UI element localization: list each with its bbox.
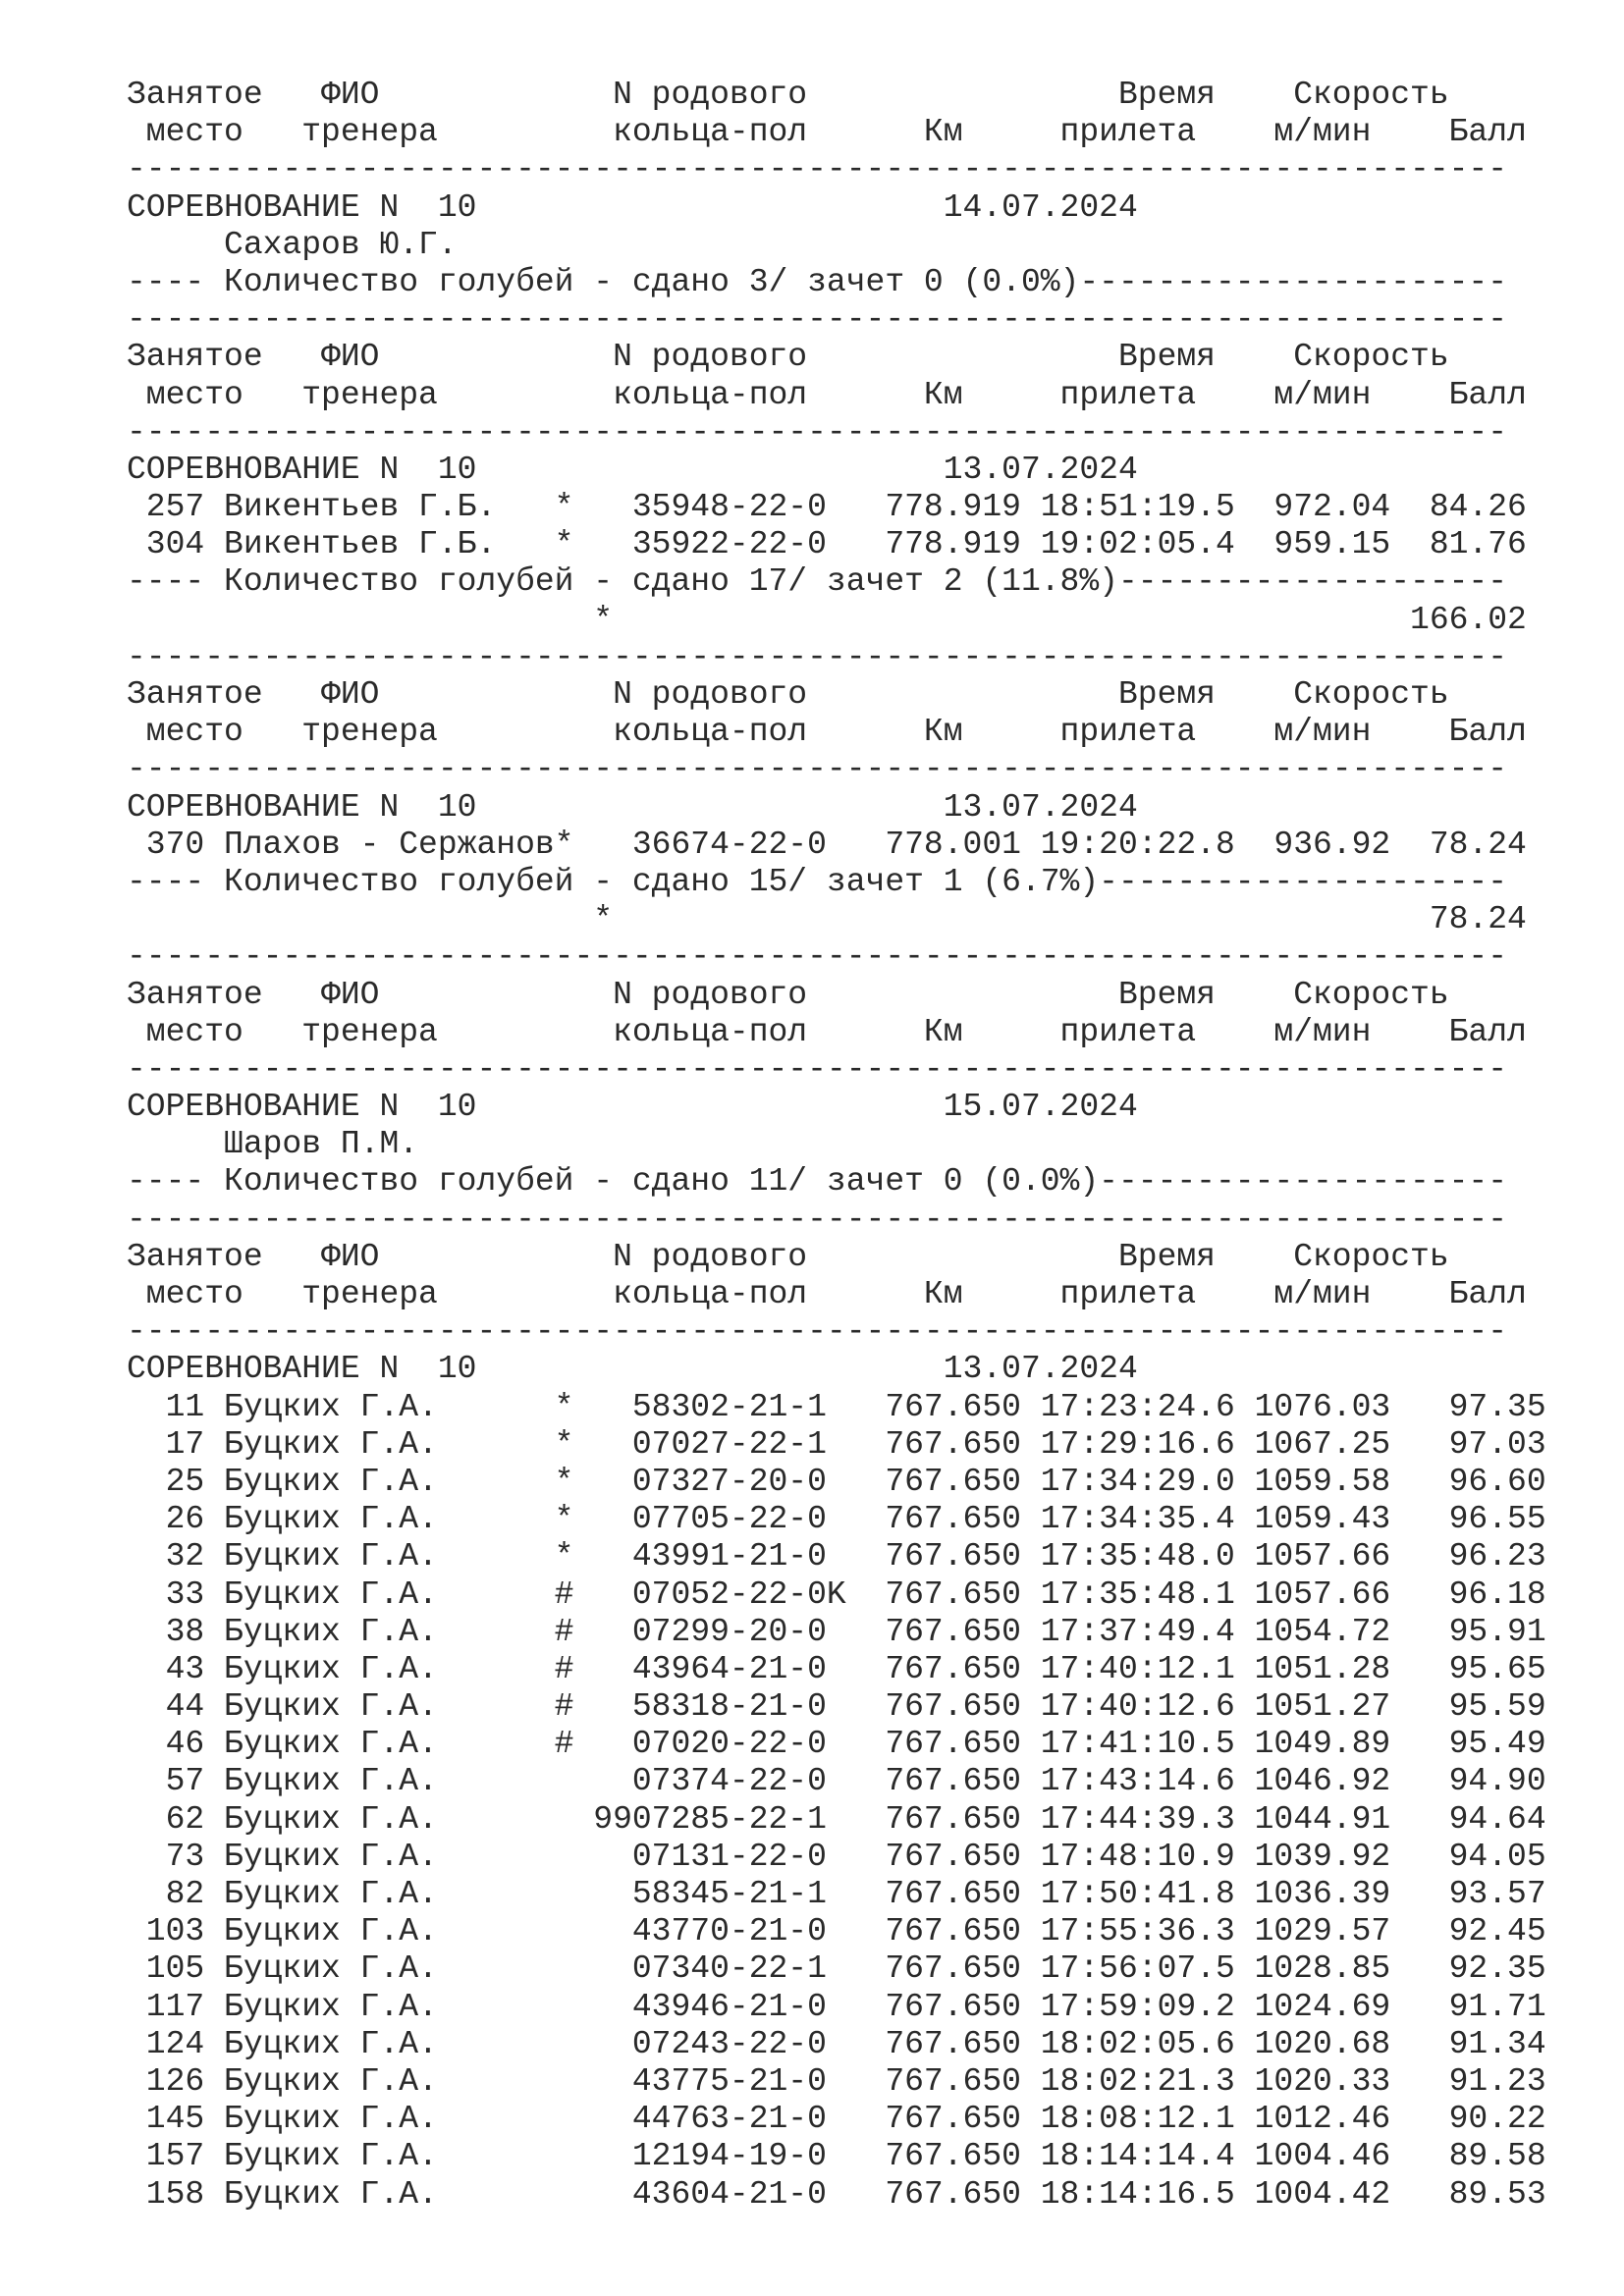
row-line: 105 Буцких Г.А. 07340-22-1 767.650 17:56:07.5 1028.85 92.35 (127, 1950, 1546, 1988)
total-line: * 78.24 (127, 901, 1527, 938)
separator-line: ----------------------------------------------------------------------- (127, 1201, 1508, 1238)
row-line: 25 Буцких Г.А. * 07327-20-0 767.650 17:34:29.0 1059.58 96.60 (127, 1463, 1546, 1500)
row-line: 257 Викентьев Г.Б. * 35948-22-0 778.919 18:51:19.5 972.04 84.26 (127, 489, 1527, 526)
header-line: место тренера кольца-пол Км прилета м/мин Балл (127, 714, 1527, 751)
total-line: * 166.02 (127, 601, 1527, 638)
header-line: место тренера кольца-пол Км прилета м/мин Балл (127, 1013, 1527, 1050)
separator-line: ----------------------------------------------------------------------- (127, 1313, 1508, 1351)
trainer-line: Сахаров Ю.Г. (127, 226, 458, 263)
row-line: 82 Буцких Г.А. 58345-21-1 767.650 17:50:41.8 1036.39 93.57 (127, 1876, 1546, 1912)
separator-line: ----------------------------------------------------------------------- (127, 1050, 1508, 1088)
row-line: 126 Буцких Г.А. 43775-21-0 767.650 18:02:21.3 1020.33 91.23 (127, 2062, 1546, 2100)
summary-line: ---- Количество голубей - сдано 11/ зачет 0 (0.0%)--------------------- (127, 1163, 1508, 1201)
row-line: 370 Плахов - Сержанов* 36674-22-0 778.001 19:20:22.8 936.92 78.24 (127, 826, 1527, 863)
row-line: 157 Буцких Г.А. 12194-19-0 767.650 18:14:14.4 1004.46 89.58 (127, 2138, 1546, 2175)
row-line: 117 Буцких Г.А. 43946-21-0 767.650 17:59:09.2 1024.69 91.71 (127, 1988, 1546, 2025)
separator-line: ----------------------------------------------------------------------- (127, 638, 1508, 675)
summary-line: ---- Количество голубей - сдано 17/ зачет 2 (11.8%)-------------------- (127, 563, 1508, 601)
row-line: 46 Буцких Г.А. # 07020-22-0 767.650 17:41:10.5 1049.89 95.49 (127, 1726, 1546, 1763)
trainer-line: Шаров П.М. (127, 1126, 419, 1163)
separator-line: ----------------------------------------------------------------------- (127, 938, 1508, 976)
header-line: место тренера кольца-пол Км прилета м/мин Балл (127, 1276, 1527, 1312)
competition-line: СОРЕВНОВАНИЕ N 10 13.07.2024 (127, 451, 1138, 488)
row-line: 57 Буцких Г.А. 07374-22-0 767.650 17:43:14.6 1046.92 94.90 (127, 1763, 1546, 1800)
summary-line: ---- Количество голубей - сдано 15/ зачет 1 (6.7%)--------------------- (127, 863, 1508, 900)
header-line: место тренера кольца-пол Км прилета м/мин Балл (127, 376, 1527, 413)
row-line: 124 Буцких Г.А. 07243-22-0 767.650 18:02:05.6 1020.68 91.34 (127, 2025, 1546, 2062)
row-line: 32 Буцких Г.А. * 43991-21-0 767.650 17:35:48.0 1057.66 96.23 (127, 1538, 1546, 1575)
row-line: 33 Буцких Г.А. # 07052-22-0K 767.650 17:35:48.1 1057.66 96.18 (127, 1575, 1546, 1613)
row-line: 38 Буцких Г.А. # 07299-20-0 767.650 17:37:49.4 1054.72 95.91 (127, 1613, 1546, 1650)
row-line: 158 Буцких Г.А. 43604-21-0 767.650 18:14:16.5 1004.42 89.53 (127, 2175, 1546, 2213)
row-line: 62 Буцких Г.А. 9907285-22-1 767.650 17:44:39.3 1044.91 94.64 (127, 1800, 1546, 1838)
header-line: Занятое ФИО N родового Время Скорость (127, 676, 1449, 713)
summary-line: ---- Количество голубей - сдано 3/ зачет 0 (0.0%)---------------------- (127, 263, 1508, 300)
header-line: Занятое ФИО N родового Время Скорость (127, 1238, 1449, 1275)
row-line: 17 Буцких Г.А. * 07027-22-1 767.650 17:29:16.6 1067.25 97.03 (127, 1425, 1546, 1463)
row-line: 44 Буцких Г.А. # 58318-21-0 767.650 17:40:12.6 1051.27 95.59 (127, 1688, 1546, 1726)
separator-line: ----------------------------------------------------------------------- (127, 413, 1508, 451)
row-line: 304 Викентьев Г.Б. * 35922-22-0 778.919 19:02:05.4 959.15 81.76 (127, 526, 1527, 563)
competition-line: СОРЕВНОВАНИЕ N 10 15.07.2024 (127, 1089, 1138, 1126)
competition-line: СОРЕВНОВАНИЕ N 10 14.07.2024 (127, 188, 1138, 226)
results-report (127, 77, 1560, 2214)
row-line: 103 Буцких Г.А. 43770-21-0 767.650 17:55:36.3 1029.57 92.45 (127, 1913, 1546, 1950)
row-line: 26 Буцких Г.А. * 07705-22-0 767.650 17:34:35.4 1059.43 96.55 (127, 1501, 1546, 1538)
competition-line: СОРЕВНОВАНИЕ N 10 13.07.2024 (127, 788, 1138, 826)
header-line: Занятое ФИО N родового Время Скорость (127, 77, 1449, 113)
row-line: 11 Буцких Г.А. * 58302-21-1 767.650 17:23:24.6 1076.03 97.35 (127, 1388, 1546, 1425)
header-line: место тренера кольца-пол Км прилета м/мин Балл (127, 114, 1527, 151)
header-line: Занятое ФИО N родового Время Скорость (127, 976, 1449, 1013)
row-line: 145 Буцких Г.А. 44763-21-0 767.650 18:08:12.1 1012.46 90.22 (127, 2101, 1546, 2138)
competition-line: СОРЕВНОВАНИЕ N 10 13.07.2024 (127, 1351, 1138, 1388)
separator-line: ----------------------------------------------------------------------- (127, 151, 1508, 188)
separator-line: ----------------------------------------------------------------------- (127, 301, 1508, 339)
header-line: Занятое ФИО N родового Время Скорость (127, 339, 1449, 376)
row-line: 73 Буцких Г.А. 07131-22-0 767.650 17:48:10.9 1039.92 94.05 (127, 1838, 1546, 1875)
row-line: 43 Буцких Г.А. # 43964-21-0 767.650 17:40:12.1 1051.28 95.65 (127, 1650, 1546, 1687)
separator-line: ----------------------------------------------------------------------- (127, 751, 1508, 788)
